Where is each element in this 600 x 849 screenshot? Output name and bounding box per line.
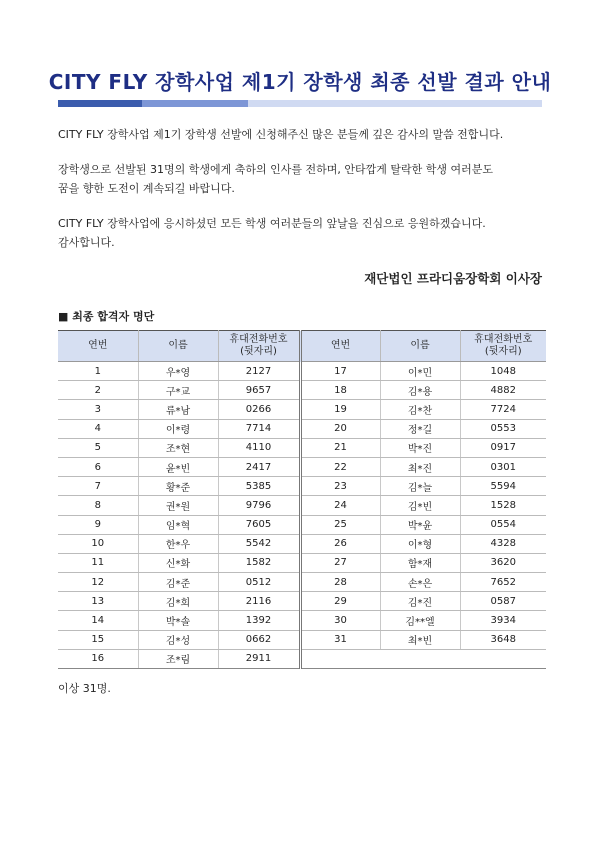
header-phone-right-line1: 휴대전화번호: [474, 334, 533, 345]
cell-phone: 0587: [460, 592, 546, 611]
cell-name: 우*영: [138, 362, 218, 381]
cell-name: 김*용: [380, 381, 460, 400]
title-bar-segment-mid: [142, 100, 248, 107]
table-row: [58, 611, 546, 630]
cell-no: 25: [300, 515, 380, 534]
cell-name: 황*준: [138, 477, 218, 496]
cell-no: 13: [58, 592, 138, 611]
cell-name: 김*성: [138, 630, 218, 649]
cell-name: 김*준: [138, 573, 218, 592]
document-title: CITY FLY 장학사업 제1기 장학생 최종 선발 결과 안내: [48, 70, 552, 94]
cell-name: 손*은: [380, 573, 460, 592]
cell-no: 16: [58, 649, 138, 668]
cell-phone: 2417: [218, 457, 300, 476]
cell-name: 정*길: [380, 419, 460, 438]
cell-name: 김*찬: [380, 400, 460, 419]
header-number-right: 연번: [300, 331, 380, 362]
header-phone-right: [460, 331, 546, 362]
cell-no: 10: [58, 534, 138, 553]
table-row: [58, 534, 546, 553]
cell-no: 18: [300, 381, 380, 400]
cell-no: 19: [300, 400, 380, 419]
table-row: [58, 419, 546, 438]
cell-name: 이*민: [380, 362, 460, 381]
cell-phone: 0662: [218, 630, 300, 649]
cell-phone: 2116: [218, 592, 300, 611]
header-phone-line2: (뒷자리): [240, 346, 277, 357]
cell-no: 28: [300, 573, 380, 592]
cell-phone: 9657: [218, 381, 300, 400]
cell-phone: 0553: [460, 419, 546, 438]
cell-no: 3: [58, 400, 138, 419]
cell-phone: 3648: [460, 630, 546, 649]
cell-no: 22: [300, 457, 380, 476]
table-row: [58, 515, 546, 534]
intro-paragraph: CITY FLY 장학사업 제1기 장학생 선발에 신청해주신 많은 분들께 깊은 감사의 말씀 전합니다.: [58, 128, 504, 141]
table-row: [58, 573, 546, 592]
table-row: [58, 362, 546, 381]
cell-phone: 5594: [460, 477, 546, 496]
table-row: [58, 496, 546, 515]
cell-phone: 0301: [460, 457, 546, 476]
cell-name: 박*진: [380, 438, 460, 457]
header-name-right: 이름: [380, 331, 460, 362]
cell-phone: 4110: [218, 438, 300, 457]
cell-no: 11: [58, 553, 138, 572]
cell-name: 구*교: [138, 381, 218, 400]
support-paragraph: CITY FLY 장학사업에 응시하셨던 모든 학생 여러분들의 앞날을 진심으로 응원하겠습니다.: [58, 217, 486, 230]
cell-name: 임*혁: [138, 515, 218, 534]
table-row: [58, 630, 546, 649]
cell-name: 이*형: [380, 534, 460, 553]
roster-table: [58, 330, 546, 669]
cell-phone: 0266: [218, 400, 300, 419]
cell-no: 9: [58, 515, 138, 534]
cell-phone: 0917: [460, 438, 546, 457]
table-row: [58, 457, 546, 476]
cell-no: 21: [300, 438, 380, 457]
cell-no: 12: [58, 573, 138, 592]
cell-no: 31: [300, 630, 380, 649]
cell-no: 8: [58, 496, 138, 515]
congrats-paragraph-line2: 꿈을 향한 도전이 계속되길 바랍니다.: [58, 182, 235, 195]
table-row: [58, 592, 546, 611]
table-row: [58, 438, 546, 457]
cell-phone: 1528: [460, 496, 546, 515]
table-row: [58, 477, 546, 496]
cell-no: 14: [58, 611, 138, 630]
cell-name: 이*령: [138, 419, 218, 438]
cell-no: 27: [300, 553, 380, 572]
cell-no: 1: [58, 362, 138, 381]
table-row: [58, 400, 546, 419]
cell-no: 26: [300, 534, 380, 553]
cell-name: 권*원: [138, 496, 218, 515]
cell-phone: 7652: [460, 573, 546, 592]
cell-name: 김*빈: [380, 496, 460, 515]
signature: 재단법인 프라디움장학회 이사장: [364, 271, 542, 286]
cell-name: 신*화: [138, 553, 218, 572]
cell-name: 김**엘: [380, 611, 460, 630]
header-phone: [218, 331, 300, 362]
cell-no: 2: [58, 381, 138, 400]
cell-phone: 1582: [218, 553, 300, 572]
list-heading: ■ 최종 합격자 명단: [58, 310, 155, 323]
cell-phone: 2127: [218, 362, 300, 381]
cell-name: 박*윤: [380, 515, 460, 534]
title-underline-bar: [58, 100, 542, 107]
cell-name: 조*림: [138, 649, 218, 668]
cell-phone: 5385: [218, 477, 300, 496]
cell-no: 29: [300, 592, 380, 611]
table-row: [58, 381, 546, 400]
table-header-row: [58, 331, 546, 362]
cell-phone: 4882: [460, 381, 546, 400]
cell-phone: 0554: [460, 515, 546, 534]
cell-no: 23: [300, 477, 380, 496]
title-bar-segment-dark: [58, 100, 142, 107]
cell-phone: 7714: [218, 419, 300, 438]
table-row: [58, 553, 546, 572]
title-bar-segment-light: [248, 100, 542, 107]
cell-phone: 3934: [460, 611, 546, 630]
cell-no: 17: [300, 362, 380, 381]
cell-name: 박*솔: [138, 611, 218, 630]
cell-no: 24: [300, 496, 380, 515]
cell-name: 최*진: [380, 457, 460, 476]
cell-phone: 9796: [218, 496, 300, 515]
cell-name: 조*현: [138, 438, 218, 457]
header-phone-line1: 휴대전화번호: [229, 334, 288, 345]
cell-name: 김*진: [380, 592, 460, 611]
roster-body: [58, 362, 546, 669]
cell-phone: 4328: [460, 534, 546, 553]
cell-phone: 5542: [218, 534, 300, 553]
cell-no: 20: [300, 419, 380, 438]
cell-no: 30: [300, 611, 380, 630]
footer-note: 이상 31명.: [58, 682, 111, 695]
cell-no: 4: [58, 419, 138, 438]
cell-no: 6: [58, 457, 138, 476]
cell-name: 김*늘: [380, 477, 460, 496]
cell-name: 한*우: [138, 534, 218, 553]
thanks-line: 감사합니다.: [58, 236, 115, 249]
header-number: 연번: [58, 331, 138, 362]
cell-phone: 7605: [218, 515, 300, 534]
cell-phone: 2911: [218, 649, 300, 668]
cell-name: 함*재: [380, 553, 460, 572]
cell-name: 김*희: [138, 592, 218, 611]
table-row: [58, 649, 546, 668]
cell-name: 류*남: [138, 400, 218, 419]
cell-phone: 0512: [218, 573, 300, 592]
cell-phone: 1392: [218, 611, 300, 630]
congrats-paragraph-line1: 장학생으로 선발된 31명의 학생에게 축하의 인사를 전하며, 안타깝게 탈락한 학생 여러분도: [58, 163, 493, 176]
cell-name: 최*빈: [380, 630, 460, 649]
cell-no: 15: [58, 630, 138, 649]
cell-no: 7: [58, 477, 138, 496]
cell-phone: 3620: [460, 553, 546, 572]
header-name: 이름: [138, 331, 218, 362]
cell-no: 5: [58, 438, 138, 457]
cell-name: 윤*빈: [138, 457, 218, 476]
cell-phone: 7724: [460, 400, 546, 419]
empty-cell: [300, 649, 546, 668]
cell-phone: 1048: [460, 362, 546, 381]
header-phone-right-line2: (뒷자리): [484, 346, 522, 357]
